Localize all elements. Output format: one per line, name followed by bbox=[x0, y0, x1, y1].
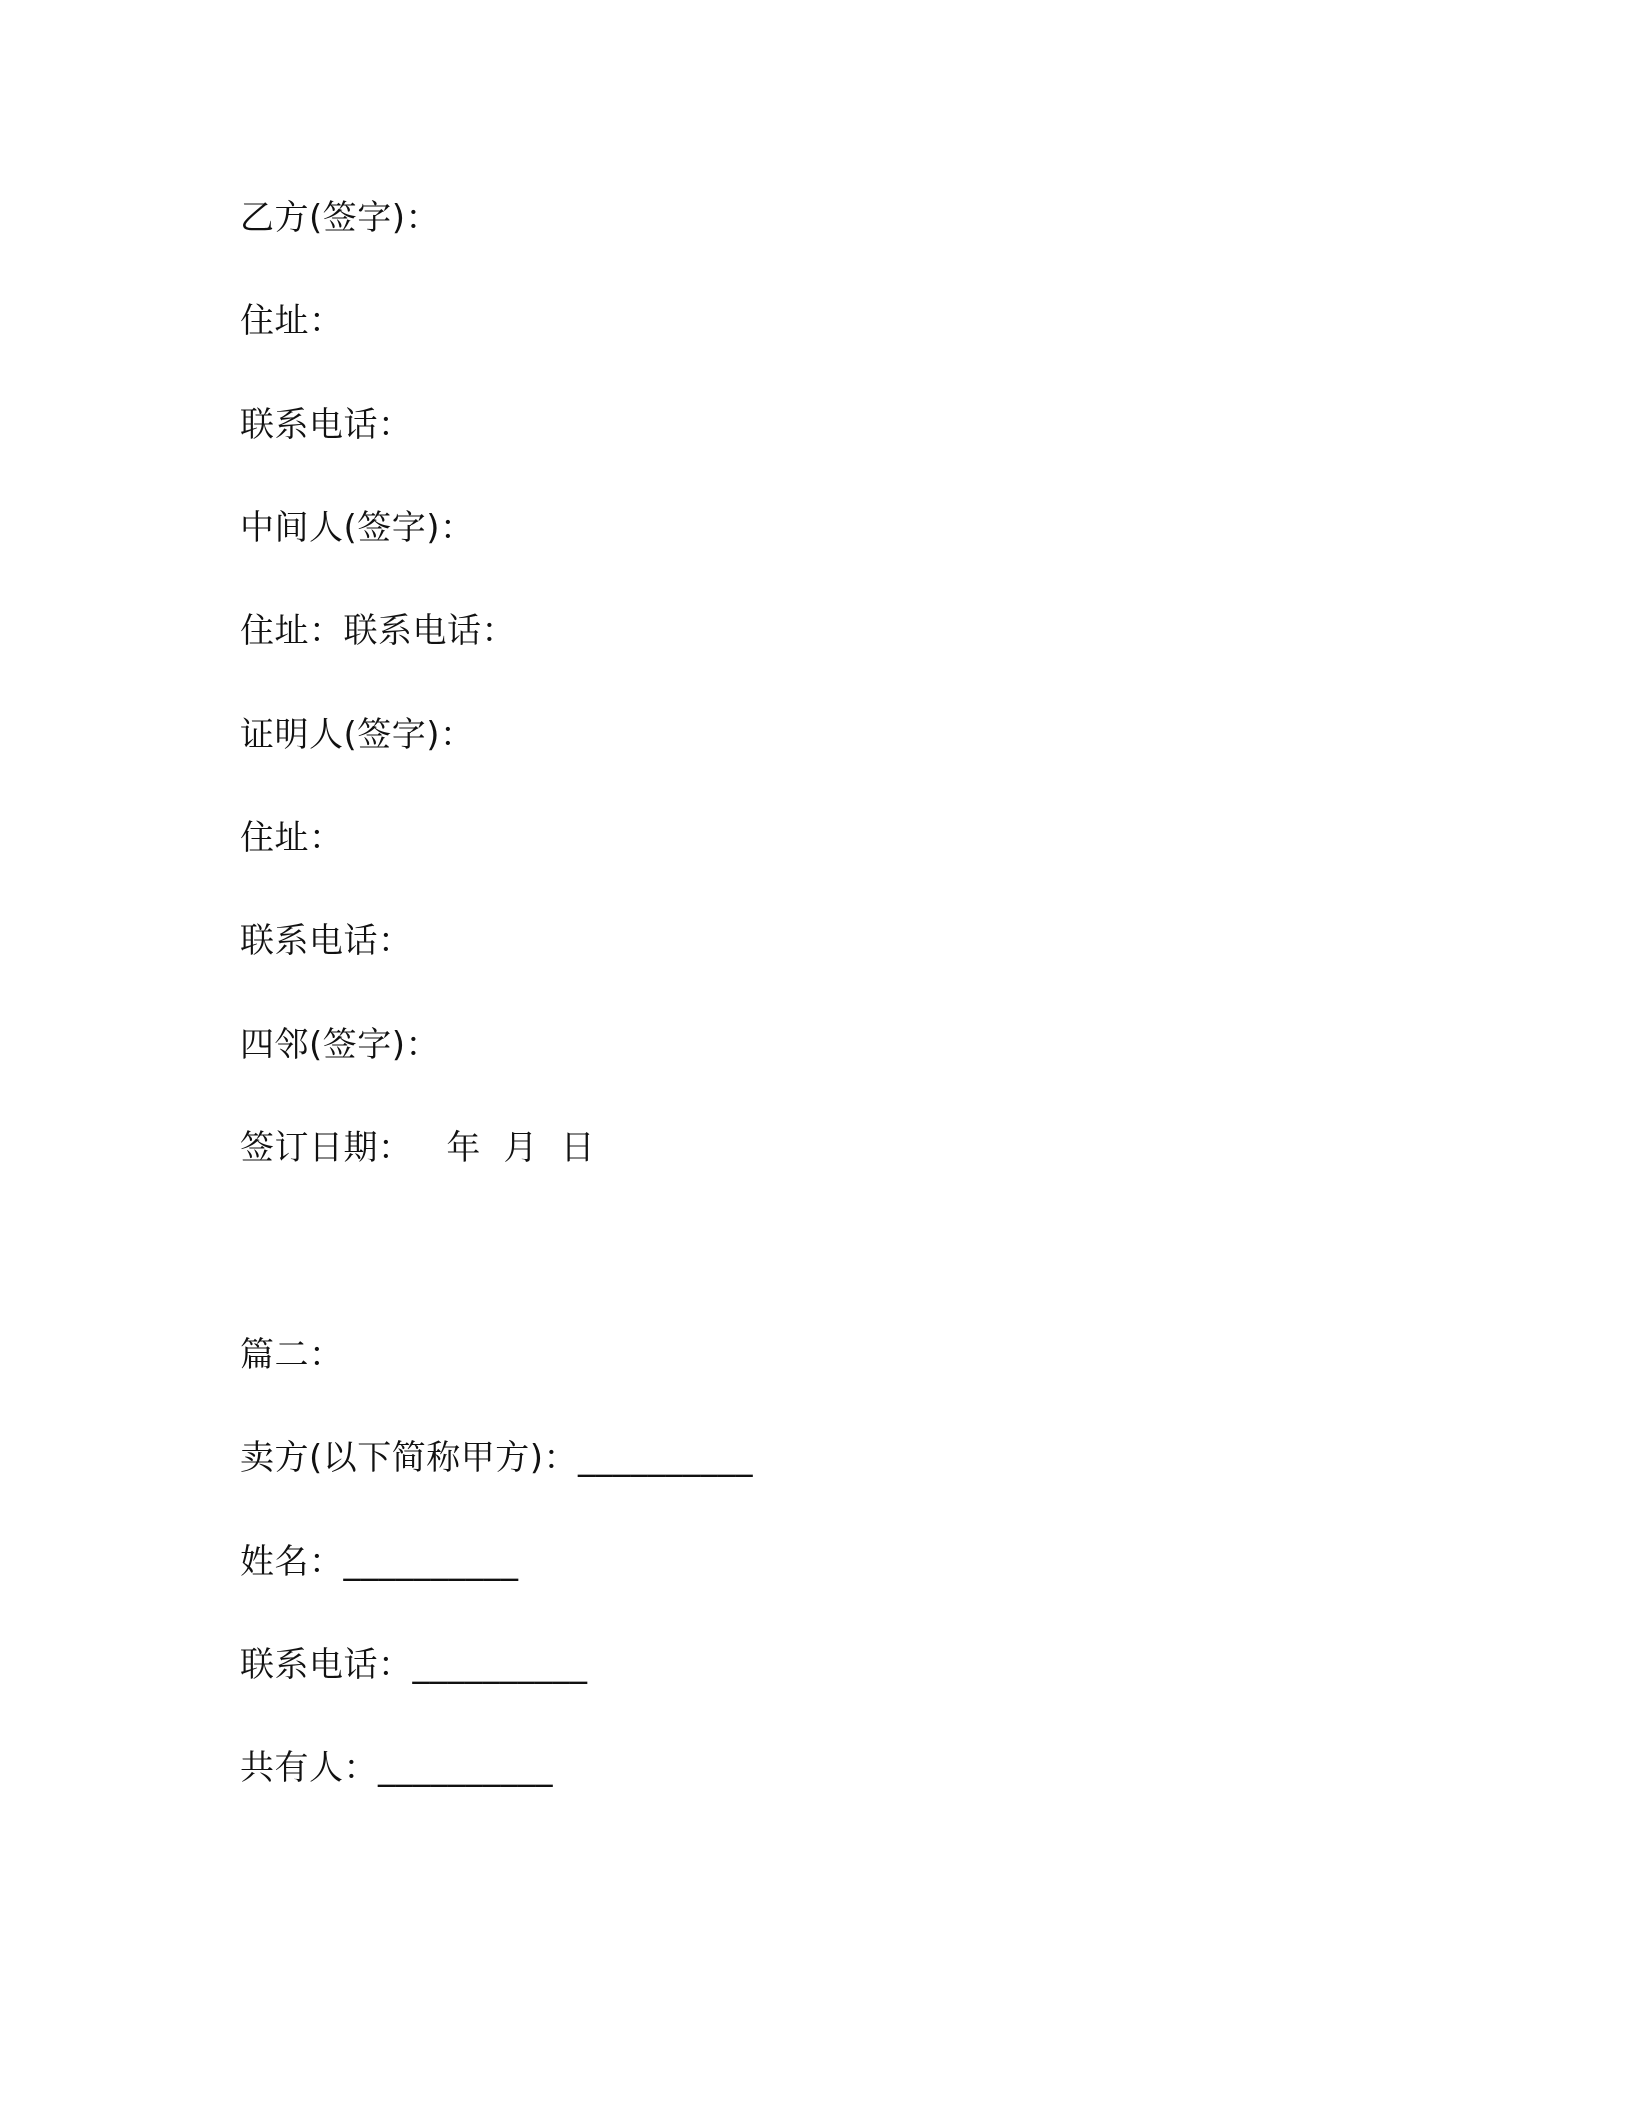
witness-signature-label: 证明人(签字)： bbox=[240, 715, 475, 755]
middleman-signature-label: 中间人(签字)： bbox=[240, 508, 475, 548]
party-b-address-label: 住址： bbox=[240, 301, 344, 341]
seller-line: 卖方(以下简称甲方)：__________ bbox=[240, 1438, 754, 1478]
party-b-signature-label: 乙方(签字)： bbox=[240, 198, 441, 238]
witness-address-label: 住址： bbox=[240, 818, 344, 858]
neighbors-signature-label: 四邻(签字)： bbox=[240, 1025, 441, 1065]
name-line: 姓名：__________ bbox=[240, 1542, 519, 1582]
phone-line: 联系电话：__________ bbox=[240, 1645, 588, 1685]
signing-date-label: 签订日期： 年 月 日 bbox=[240, 1128, 596, 1168]
witness-phone-label: 联系电话： bbox=[240, 921, 413, 961]
party-b-phone-label: 联系电话： bbox=[240, 405, 413, 445]
co-owner-line: 共有人：__________ bbox=[240, 1748, 553, 1788]
middleman-address-phone-label: 住址：联系电话： bbox=[240, 611, 516, 651]
part-two-heading: 篇二： bbox=[240, 1335, 344, 1375]
